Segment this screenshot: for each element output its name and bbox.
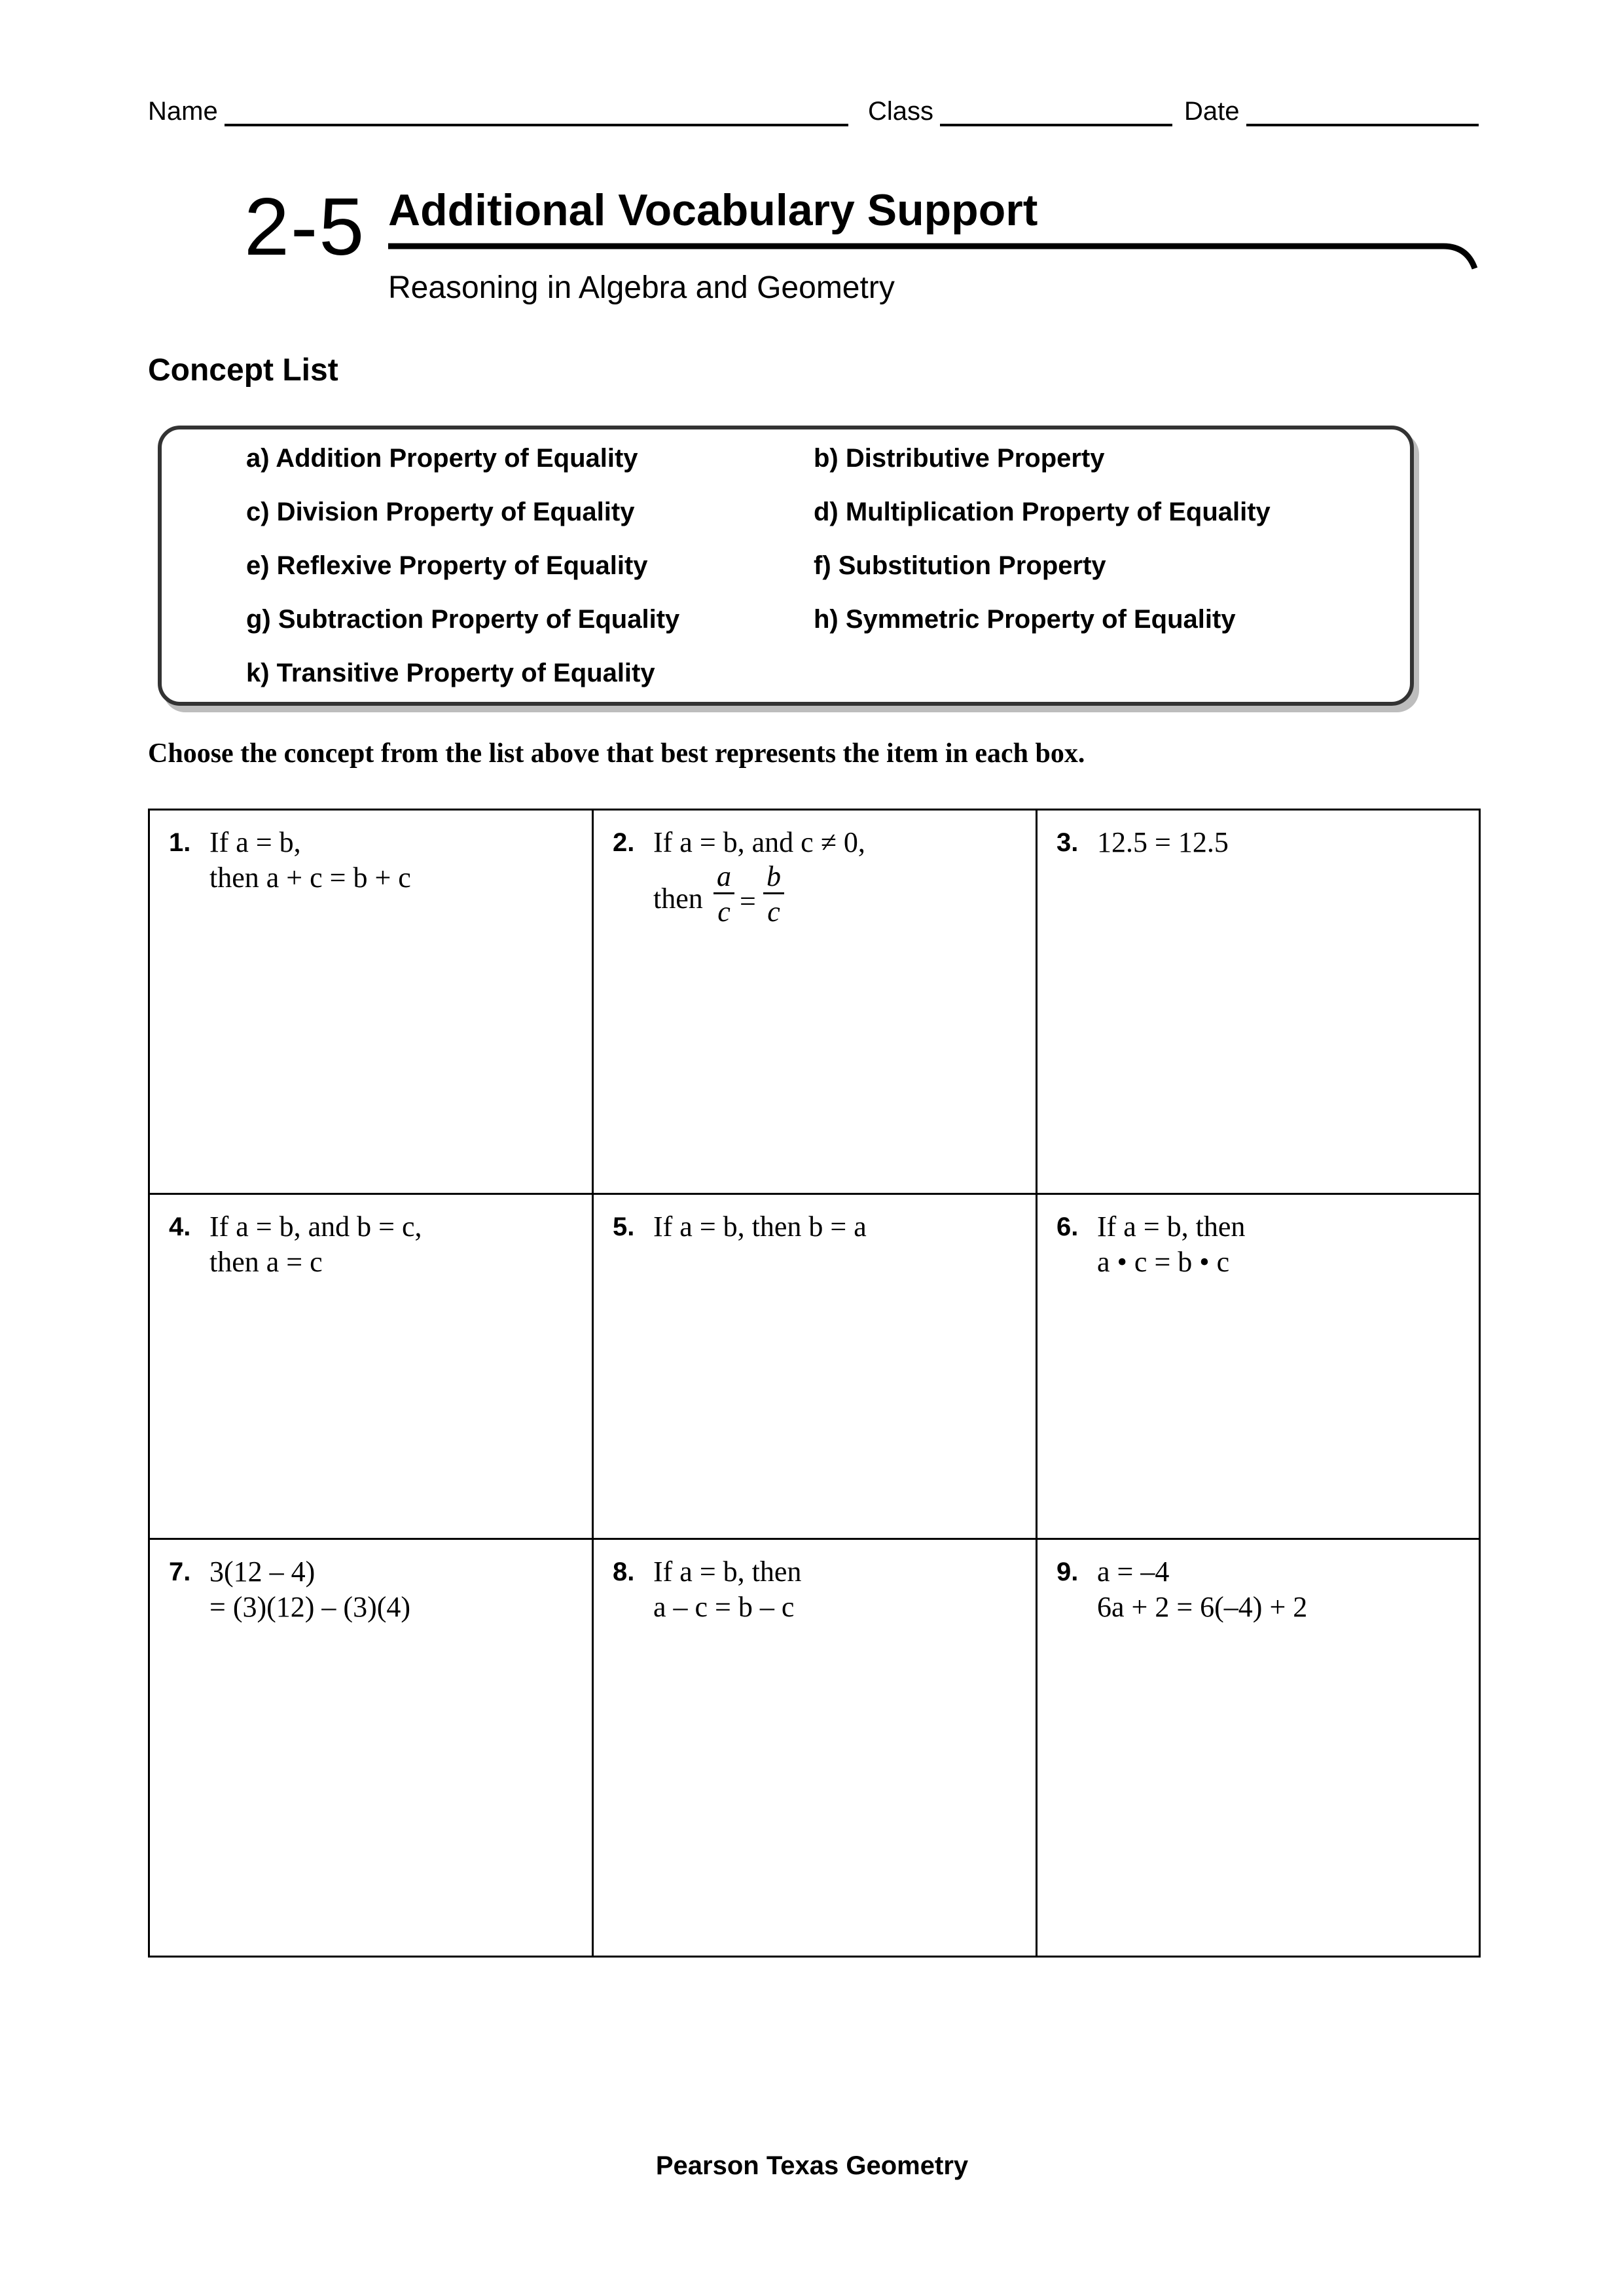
problem-statement-line2: = (3)(12) – (3)(4) — [209, 1591, 411, 1623]
fraction-a-over-c — [713, 861, 734, 926]
problem-statement: If a = b, then — [653, 1556, 802, 1588]
problem-statement: If a = b, then b = a — [653, 1211, 867, 1243]
problem-number: 9. — [1056, 1558, 1079, 1586]
class-label: Class — [868, 97, 934, 126]
problem-number: 2. — [613, 828, 635, 857]
problem-statement: 3(12 – 4) — [209, 1556, 316, 1588]
grid-line — [1036, 809, 1038, 1958]
problem-number: 3. — [1056, 828, 1079, 857]
problem-statement-line2: a • c = b • c — [1097, 1246, 1230, 1278]
problem-number: 5. — [613, 1212, 635, 1241]
date-label: Date — [1184, 97, 1240, 126]
problem-statement: 12.5 = 12.5 — [1097, 826, 1229, 858]
fraction-numerator: b — [767, 860, 781, 892]
concept-item: k) Transitive Property of Equality — [246, 659, 655, 687]
fraction-b-over-c — [763, 861, 784, 926]
title-rule — [388, 241, 1479, 274]
lesson-number: 2-5 — [244, 182, 366, 272]
problem-statement-line2: 6a + 2 = 6(–4) + 2 — [1097, 1591, 1308, 1623]
fraction-denominator: c — [767, 896, 780, 928]
class-row — [868, 97, 1172, 126]
page-subtitle: Reasoning in Algebra and Geometry — [388, 270, 895, 305]
concept-item: b) Distributive Property — [814, 444, 1105, 473]
name-field[interactable] — [225, 98, 848, 126]
name-row — [148, 97, 848, 126]
problem-statement-line2: then a = c — [209, 1246, 323, 1278]
grid-line — [148, 809, 150, 1958]
date-row — [1184, 97, 1479, 126]
fraction-denominator: c — [717, 896, 731, 928]
equals-sign: = — [740, 885, 756, 917]
name-label: Name — [148, 97, 218, 126]
problem-statement: a = –4 — [1097, 1556, 1170, 1588]
problem-statement: If a = b, — [209, 826, 301, 858]
concept-item: e) Reflexive Property of Equality — [246, 551, 648, 580]
then-label: then — [653, 883, 703, 915]
grid-line — [148, 809, 1481, 811]
problem-statement: If a = b, and c ≠ 0, — [653, 826, 865, 858]
grid-line — [148, 1193, 1481, 1195]
problem-statement: If a = b, then — [1097, 1211, 1246, 1243]
problem-number: 1. — [169, 828, 191, 857]
concept-item: d) Multiplication Property of Equality — [814, 498, 1271, 526]
concept-item: g) Subtraction Property of Equality — [246, 605, 680, 634]
problem-number: 8. — [613, 1558, 635, 1586]
concept-item: c) Division Property of Equality — [246, 498, 635, 526]
instructions: Choose the concept from the list above that best represents the item in each box. — [148, 738, 1085, 769]
problem-statement: If a = b, and b = c, — [209, 1211, 422, 1243]
problem-statement-line2: then a + c = b + c — [209, 862, 411, 894]
concept-item: f) Substitution Property — [814, 551, 1106, 580]
grid-line — [148, 1956, 1481, 1958]
problem-number: 7. — [169, 1558, 191, 1586]
grid-line — [148, 1538, 1481, 1540]
problem-number: 4. — [169, 1212, 191, 1241]
concept-item: a) Addition Property of Equality — [246, 444, 638, 473]
grid-line — [1479, 809, 1481, 1958]
date-field[interactable] — [1246, 98, 1479, 126]
problem-number: 6. — [1056, 1212, 1079, 1241]
concept-list-heading: Concept List — [148, 353, 338, 388]
footer: Pearson Texas Geometry — [655, 2151, 969, 2180]
fraction-numerator: a — [717, 860, 731, 892]
page-title: Additional Vocabulary Support — [388, 185, 1038, 235]
class-field[interactable] — [940, 98, 1172, 126]
problem-statement-line2: a – c = b – c — [653, 1591, 795, 1623]
concept-item: h) Symmetric Property of Equality — [814, 605, 1236, 634]
problem-2 — [613, 825, 1032, 956]
grid-line — [592, 809, 594, 1958]
